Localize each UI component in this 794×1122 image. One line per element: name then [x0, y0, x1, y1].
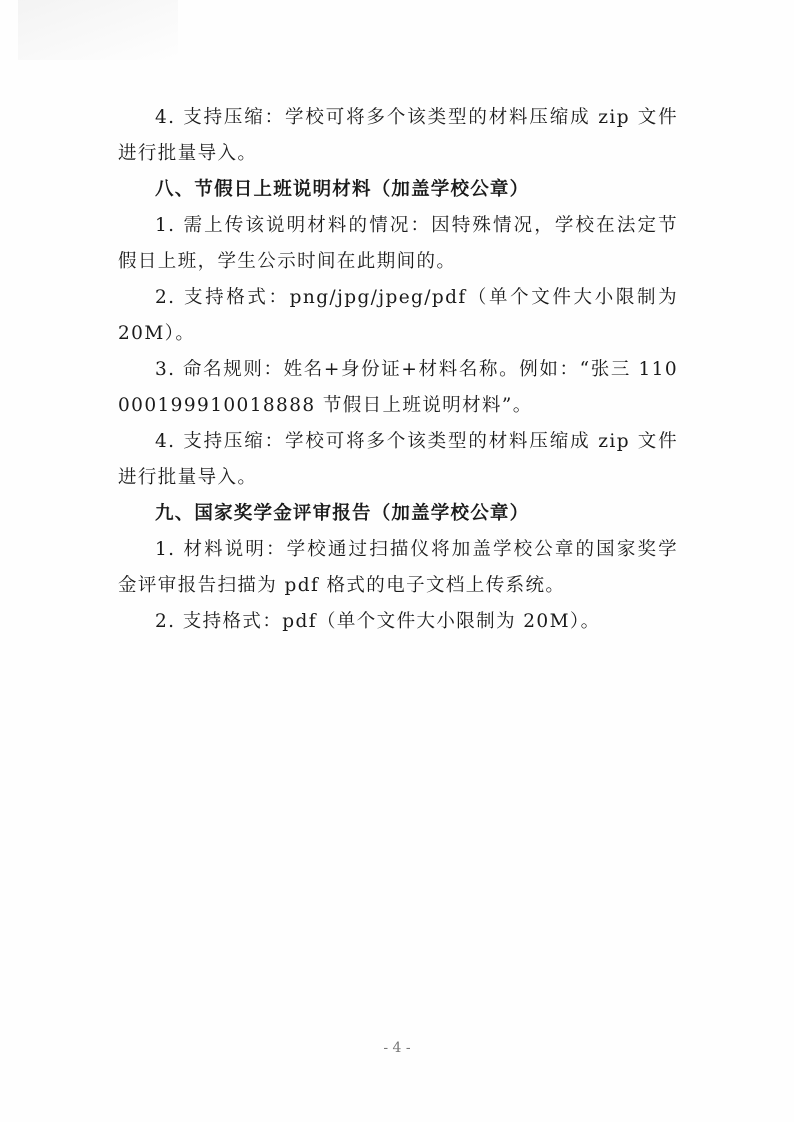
document-body	[118, 100, 678, 640]
scan-artifact	[18, 0, 178, 60]
paragraph-naming-rules: 3. 命名规则：姓名+身份证+材料名称。例如：“张三 110000199910018888 节假日上班说明材料”。	[118, 359, 678, 416]
paragraph-supported-formats-1: 2. 支持格式：png/jpg/jpeg/pdf（单个文件大小限制为 20M）。	[118, 287, 678, 344]
paragraph-upload-condition: 1. 需上传该说明材料的情况：因特殊情况，学校在法定节假日上班，学生公示时间在此期间的。	[118, 215, 678, 272]
section-heading-8: 八、节假日上班说明材料（加盖学校公章）	[155, 179, 530, 200]
paragraph-supported-formats-2: 2. 支持格式：pdf（单个文件大小限制为 20M）。	[155, 611, 601, 632]
paragraph-material-description: 1. 材料说明：学校通过扫描仪将加盖学校公章的国家奖学金评审报告扫描为 pdf 格式的电子文档上传系统。	[118, 539, 678, 596]
paragraph-zip-compression-1: 4. 支持压缩：学校可将多个该类型的材料压缩成 zip 文件进行批量导入。	[118, 107, 678, 164]
section-heading-9: 九、国家奖学金评审报告（加盖学校公章）	[155, 503, 530, 524]
page-number: - 4 -	[383, 1040, 411, 1056]
paragraph-zip-compression-2: 4. 支持压缩：学校可将多个该类型的材料压缩成 zip 文件进行批量导入。	[118, 431, 678, 488]
